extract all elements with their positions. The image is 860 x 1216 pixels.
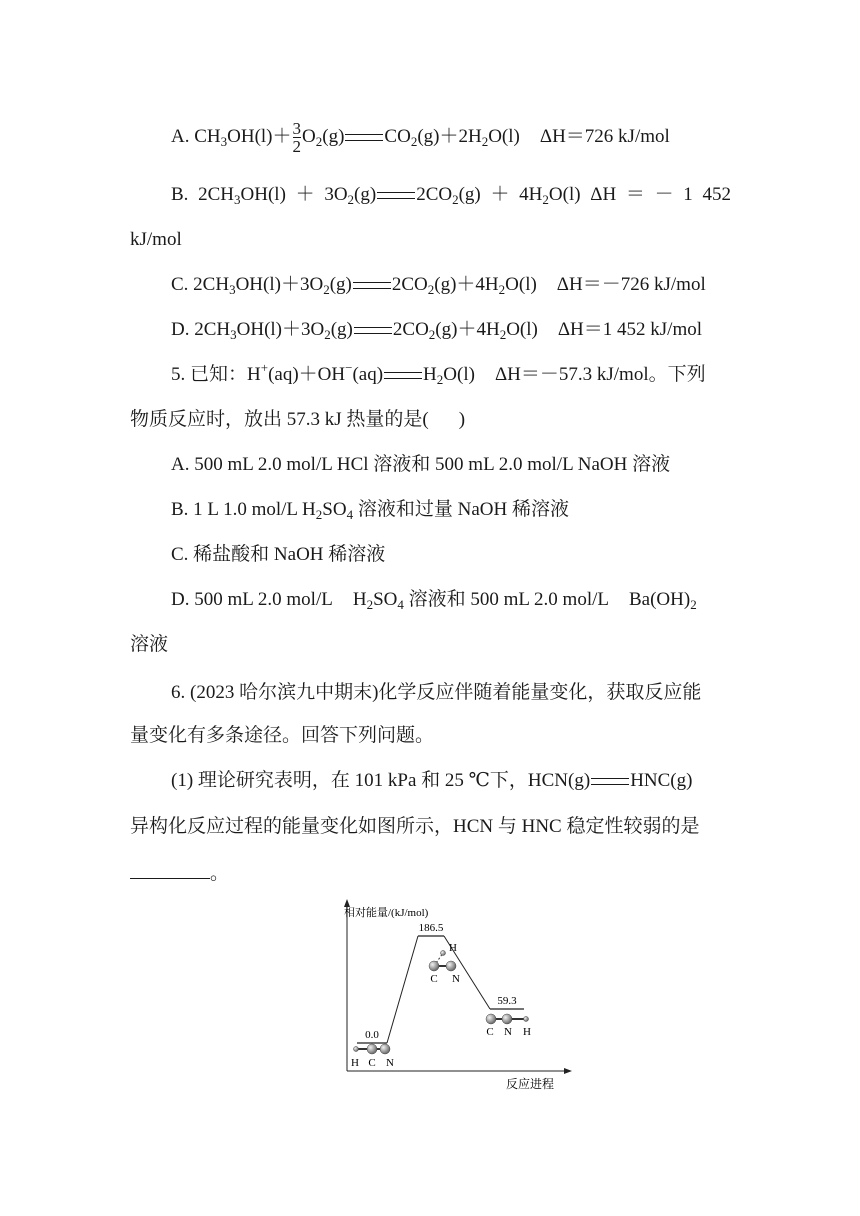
option-4b-continued: kJ/mol <box>130 229 182 250</box>
question-6-answer-line: 。 <box>130 860 229 886</box>
atom-label-n3: N <box>504 1025 512 1038</box>
atom-c-hnc <box>486 1014 496 1024</box>
option-4b: B. $2CH_3OH(l)$ ＋ $3O_2(g)$ $2CO_2(g)$ ＋ $4H_2O(l)$ ΔH ＝ － 1 452 <box>171 184 731 207</box>
atom-n-hcn <box>380 1044 390 1054</box>
option-4a: A. $CH_3OH(l)+$ $\frac{3}{2}$ $O_2(g)$ $CO_2(g)+2H_2O(l)$ ΔH＝726 kJ/mol <box>171 119 670 156</box>
y-axis-arrow <box>344 899 350 907</box>
option-4c: C. $2CH_3OH(l)+3O_2(g)$ $2CO_2(g)+4H_2O(l)$ ΔH＝－726 kJ/mol <box>171 274 706 297</box>
atom-h-hcn <box>354 1047 359 1052</box>
atom-c-hcn <box>367 1044 377 1054</box>
option-5b: B. 1 L 1.0 mol/L $H_2SO_4$ 溶液和过量 NaOH 稀溶液 <box>171 499 569 522</box>
option-5a: A. 500 mL 2.0 mol/L HCl 溶液和 500 mL 2.0 mol/L NaOH 溶液 <box>171 454 671 475</box>
atom-label-h1: H <box>351 1057 359 1069</box>
question-6-part1-cont: 异构化反应过程的能量变化如图所示，HCN 与 HNC 稳定性较弱的是 <box>130 816 700 837</box>
atom-label-c3: C <box>486 1025 494 1038</box>
atom-n-ts <box>446 961 456 971</box>
fraction-three-halves: $\frac{3}{2}$ <box>292 119 302 156</box>
equals-sign <box>377 192 415 199</box>
option-4d: D. $2CH_3OH(l)+3O_2(g)$ $2CO_2(g)+4H_2O(l)$ ΔH＝1 452 kJ/mol <box>171 319 703 342</box>
option-5d-continued: 溶液 <box>130 634 169 655</box>
question-6-stem: 6. (2023 哈尔滨九中期末)化学反应伴随着能量变化，获取反应能 <box>171 682 702 703</box>
atom-label-c2: C <box>430 973 438 985</box>
equals-sign <box>345 134 383 141</box>
option-5c: C. 稀盐酸和 NaOH 稀溶液 <box>171 544 386 565</box>
equals-sign <box>591 778 629 785</box>
question-6-stem-cont: 量变化有多条途径。回答下列问题。 <box>130 725 435 746</box>
path-connector-0 <box>387 936 418 1043</box>
question-6-part1: (1) 理论研究表明，在 101 kPa 和 25 ℃下，HCN(g) HNC(g) <box>171 770 693 791</box>
question-5-stem: 5. 已知：H+(aq)＋OH−(aq) $H_2O(l)$ ΔH＝－57.3 kJ/mol。下列 <box>171 360 706 387</box>
energy-label-0: 0.0 <box>365 1029 379 1041</box>
atom-n-hnc <box>502 1014 512 1024</box>
atom-c-ts <box>429 961 439 971</box>
energy-diagram <box>330 896 580 1096</box>
equals-sign <box>353 282 391 289</box>
atom-label-c1: C <box>368 1057 376 1069</box>
atom-label-h3: H <box>523 1025 531 1038</box>
y-axis-label: 相对能量/(kJ/mol) <box>344 907 429 919</box>
question-5-stem-cont: 物质反应时，放出 57.3 kJ 热量的是( ) <box>130 409 466 430</box>
equals-sign <box>384 372 422 379</box>
atom-label-n1: N <box>386 1057 394 1069</box>
atom-label-n2: N <box>452 973 460 985</box>
x-axis-arrow <box>564 1068 572 1074</box>
energy-label-2: 59.3 <box>497 994 517 1007</box>
answer-blank[interactable] <box>130 860 210 879</box>
energy-label-1: 186.5 <box>418 922 444 934</box>
equals-sign <box>354 327 392 334</box>
atom-label-h2: H <box>449 942 457 954</box>
atom-h-ts <box>441 951 446 956</box>
x-axis-label: 反应进程 <box>506 1077 555 1091</box>
option-5d: D. 500 mL 2.0 mol/L $H_2SO_4$ 溶液和 500 mL 2.0 mol/L $Ba(OH)_2$ <box>171 589 697 612</box>
atom-h-hnc <box>524 1016 529 1021</box>
